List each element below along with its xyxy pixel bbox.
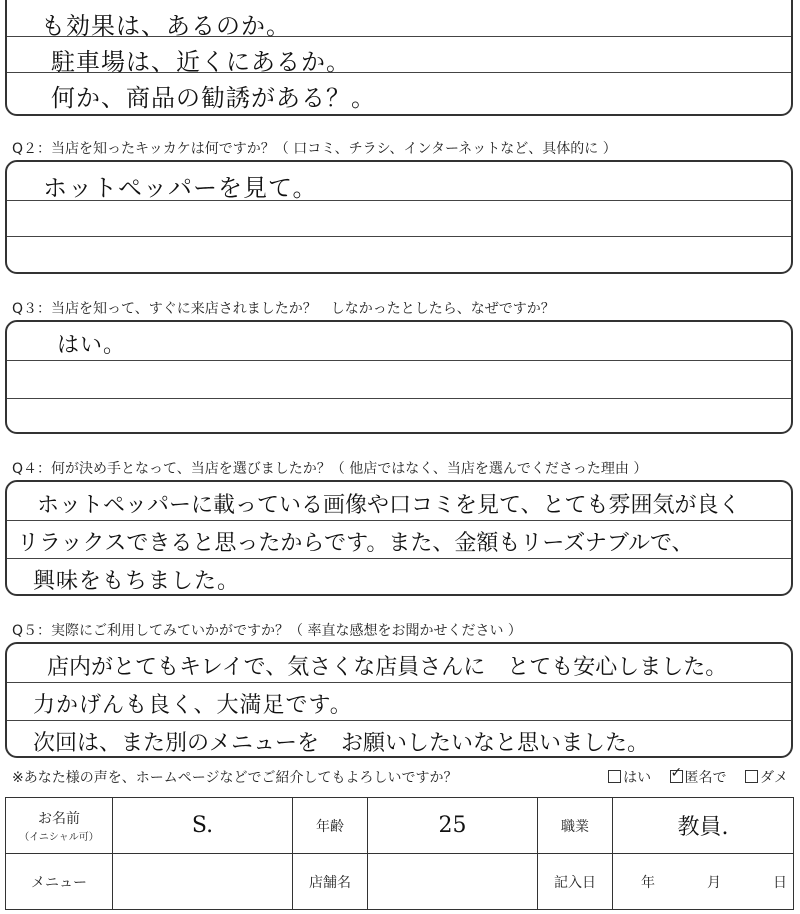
- date-year: 年: [641, 874, 655, 891]
- name-label: お名前 （イニシャル可）: [6, 798, 113, 854]
- q3-answer-box: [5, 320, 793, 434]
- rule-line: [7, 558, 791, 559]
- q5-question: Q５：実際にご利用してみていかがですか？（ 率直な感想をお聞かせください ）: [12, 623, 522, 639]
- q4-answer-line-3: 興味をもちました。: [33, 569, 241, 594]
- rule-line: [7, 720, 791, 721]
- rule-line: [7, 398, 791, 399]
- rule-line: [7, 520, 791, 521]
- info-table: [5, 797, 794, 910]
- date-day: 日: [773, 874, 787, 891]
- job-label: 職業: [538, 798, 613, 854]
- rule-line: [7, 236, 791, 237]
- consent-option-anonymous[interactable]: ✓ 匿名で: [670, 770, 727, 786]
- date-label: 記入日: [538, 854, 613, 910]
- consent-options: [594, 767, 788, 787]
- q5-answer-box: [5, 642, 793, 758]
- q4-answer-line-1: ホットペッパーに載っている画像や口コミを見て、とても雰囲気が良く: [37, 493, 741, 518]
- store-label: 店舗名: [293, 854, 368, 910]
- q4-answer-line-2: リラックスできると思ったからです。また、金額もリーズナブルで、: [17, 531, 694, 556]
- consent-option-yes[interactable]: はい: [608, 770, 651, 786]
- q2-answer-box: [5, 160, 793, 274]
- name-field[interactable]: S.: [113, 798, 293, 854]
- q1-answer-line-1: も効果は、あるのか。: [41, 12, 291, 40]
- date-field[interactable]: [613, 854, 794, 910]
- consent-row: [12, 767, 788, 787]
- q5-answer-line-2: 力かげんも良く、大満足です。: [33, 693, 353, 718]
- q3-answer-line-1: はい。: [57, 333, 127, 358]
- q1-answer-line-3: 何か、商品の勧誘がある？。: [51, 84, 376, 112]
- q4-question: Q４：何が決め手となって、当店を選びましたか？（ 他店ではなく、当店を選んでくださった理由 ）: [12, 461, 648, 477]
- q4-answer-box: [5, 480, 793, 596]
- store-field[interactable]: [368, 854, 538, 910]
- date-month: 月: [707, 874, 721, 891]
- q1-answer-box: [5, 0, 793, 116]
- checkbox-icon[interactable]: [745, 770, 758, 783]
- age-field[interactable]: 25: [368, 798, 538, 854]
- rule-line: [7, 360, 791, 361]
- checkbox-icon[interactable]: [608, 770, 621, 783]
- consent-option-no[interactable]: ダメ: [745, 770, 788, 786]
- q2-question: Q２：当店を知ったキッカケは何ですか？（ 口コミ、チラシ、インターネットなど、具体的に ）: [12, 141, 617, 157]
- q5-answer-line-1: 店内がとてもキレイで、気さくな店員さんに とても安心しました。: [47, 655, 728, 680]
- q2-answer-line-1: ホットペッパーを見て。: [43, 174, 318, 202]
- q5-answer-line-3: 次回は、また別のメニューを お願いしたいなと思いました。: [33, 731, 650, 756]
- job-field[interactable]: 教員.: [613, 798, 794, 854]
- age-label: 年齢: [293, 798, 368, 854]
- checkbox-checked-icon[interactable]: [670, 770, 683, 783]
- consent-question: ※あなた様の声を、ホームページなどでご紹介してもよろしいですか？: [12, 770, 458, 786]
- menu-label: メニュー: [6, 854, 113, 910]
- rule-line: [7, 682, 791, 683]
- q1-answer-line-2: 駐車場は、近くにあるか。: [51, 48, 351, 76]
- q3-question: Q３：当店を知って、すぐに来店されましたか？ しなかったとしたら、なぜですか？: [12, 301, 555, 317]
- menu-field[interactable]: [113, 854, 293, 910]
